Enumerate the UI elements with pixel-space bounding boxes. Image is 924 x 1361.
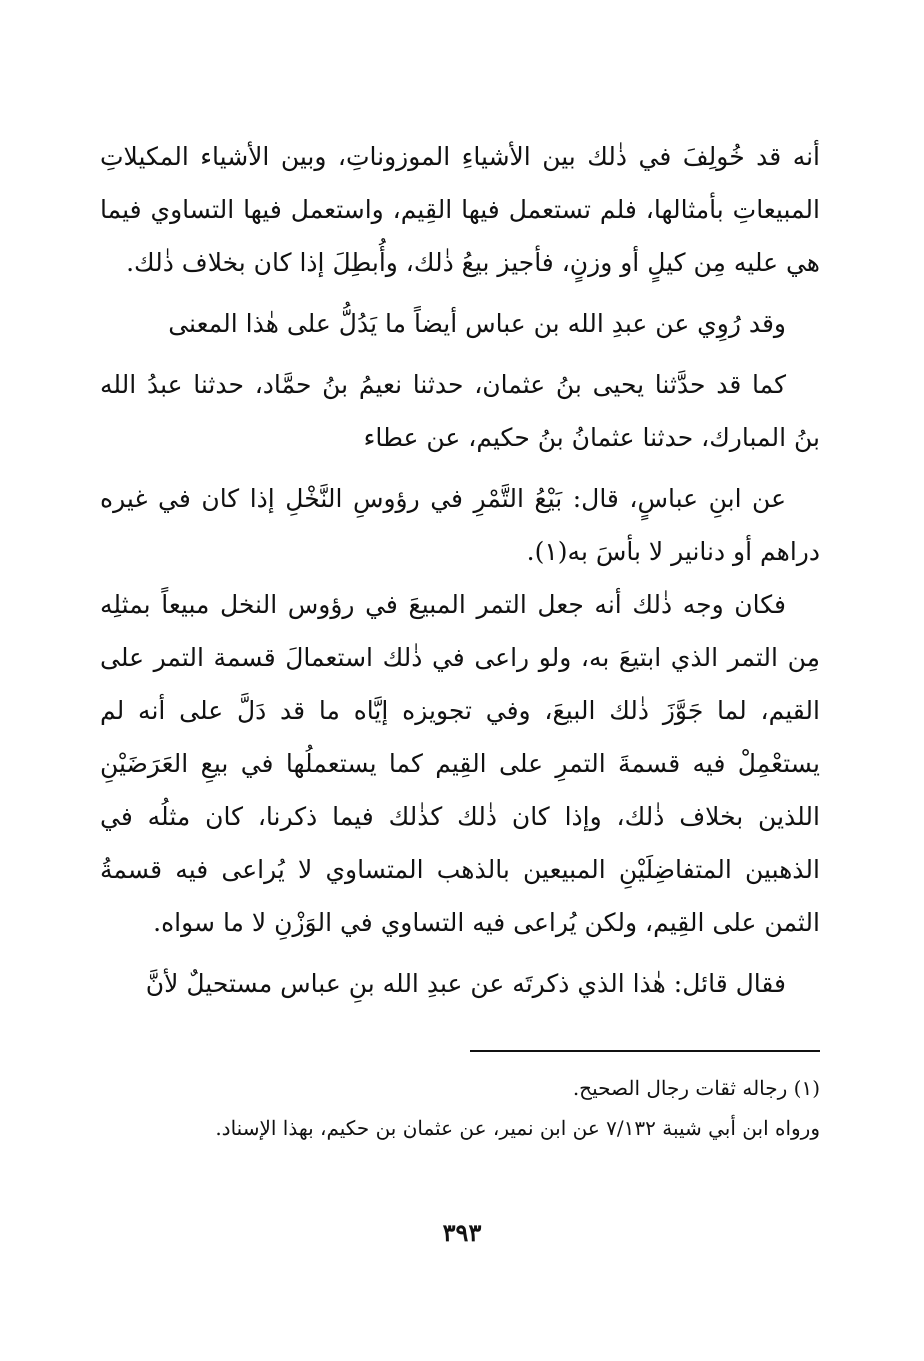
- paragraph-2: وقد رُوِي عن عبدِ الله بن عباس أيضاً ما يَدُلُّ على هٰذا المعنى: [168, 309, 786, 338]
- paragraph-3: كما قد حدَّثنا يحيى بنُ عثمان، حدثنا نعيمُ بنُ حمَّاد، حدثنا عبدُ الله بنُ المبارك، حدثنا عثمانُ بنُ حكيم، عن عطاء: [100, 370, 820, 452]
- page-number: ٣٩٣: [442, 1218, 482, 1247]
- footnote-1: (١) رجاله ثقات رجال الصحيح.: [572, 1076, 820, 1100]
- paragraph-6: فقال قائل: هٰذا الذي ذكرتَه عن عبدِ الله بنِ عباس مستحيلٌ لأنَّ: [145, 969, 786, 998]
- footnote-1-continuation: ورواه ابن أبي شيبة ٧/١٣٢ عن ابن نمير، عن عثمان بن حكيم، بهذا الإسناد.: [215, 1116, 820, 1140]
- main-text: [100, 130, 820, 1010]
- paragraph-1: أنه قد خُولِفَ في ذٰلك بين الأشياءِ الموزوناتِ، وبين الأشياء المكيلاتِ المبيعاتِ بأمثالها، فلم تستعمل فيها القِيم، واستعمل فيها التساوي فيما هي عليه مِن كيلٍ أو وزنٍ، فأجيز بيعُ ذٰلك، وأُبطِلَ إذا كان بخلاف ذٰلك.: [100, 142, 820, 277]
- paragraph-4: عن ابنِ عباسٍ، قال: بَيْعُ التَّمْرِ في رؤوسِ النَّخْلِ إذا كان في غيره دراهم أو دنانير لا بأسَ به(١).: [100, 484, 820, 566]
- paragraph-5: فكان وجه ذٰلك أنه جعل التمر المبيعَ في رؤوس النخل مبيعاً بمثلِه مِن التمر الذي ابتيعَ به، ولو راعى في ذٰلك استعمالَ قسمة التمر على القيم، لما جَوَّزَ ذٰلك البيعَ، وفي تجويزه إيَّاه ما قد دَلَّ على أنه لم يستعْمِلْ فيه قسمةَ التمرِ على القِيم كما يستعملُها في بيعِ العَرَضَيْنِ اللذين بخلاف ذٰلك، وإذا كان ذٰلك كذٰلك فيما ذكرنا، كان مثلُه في الذهبين المتفاضِلَيْنِ المبيعين بالذهب المتساوي لا يُراعى فيه قسمةُ الثمن على القِيم، ولكن يُراعى فيه التساوي في الوَزْنِ لا ما سواه.: [100, 590, 820, 937]
- footnote-list: [120, 1068, 820, 1148]
- footnote-divider: [470, 1050, 820, 1052]
